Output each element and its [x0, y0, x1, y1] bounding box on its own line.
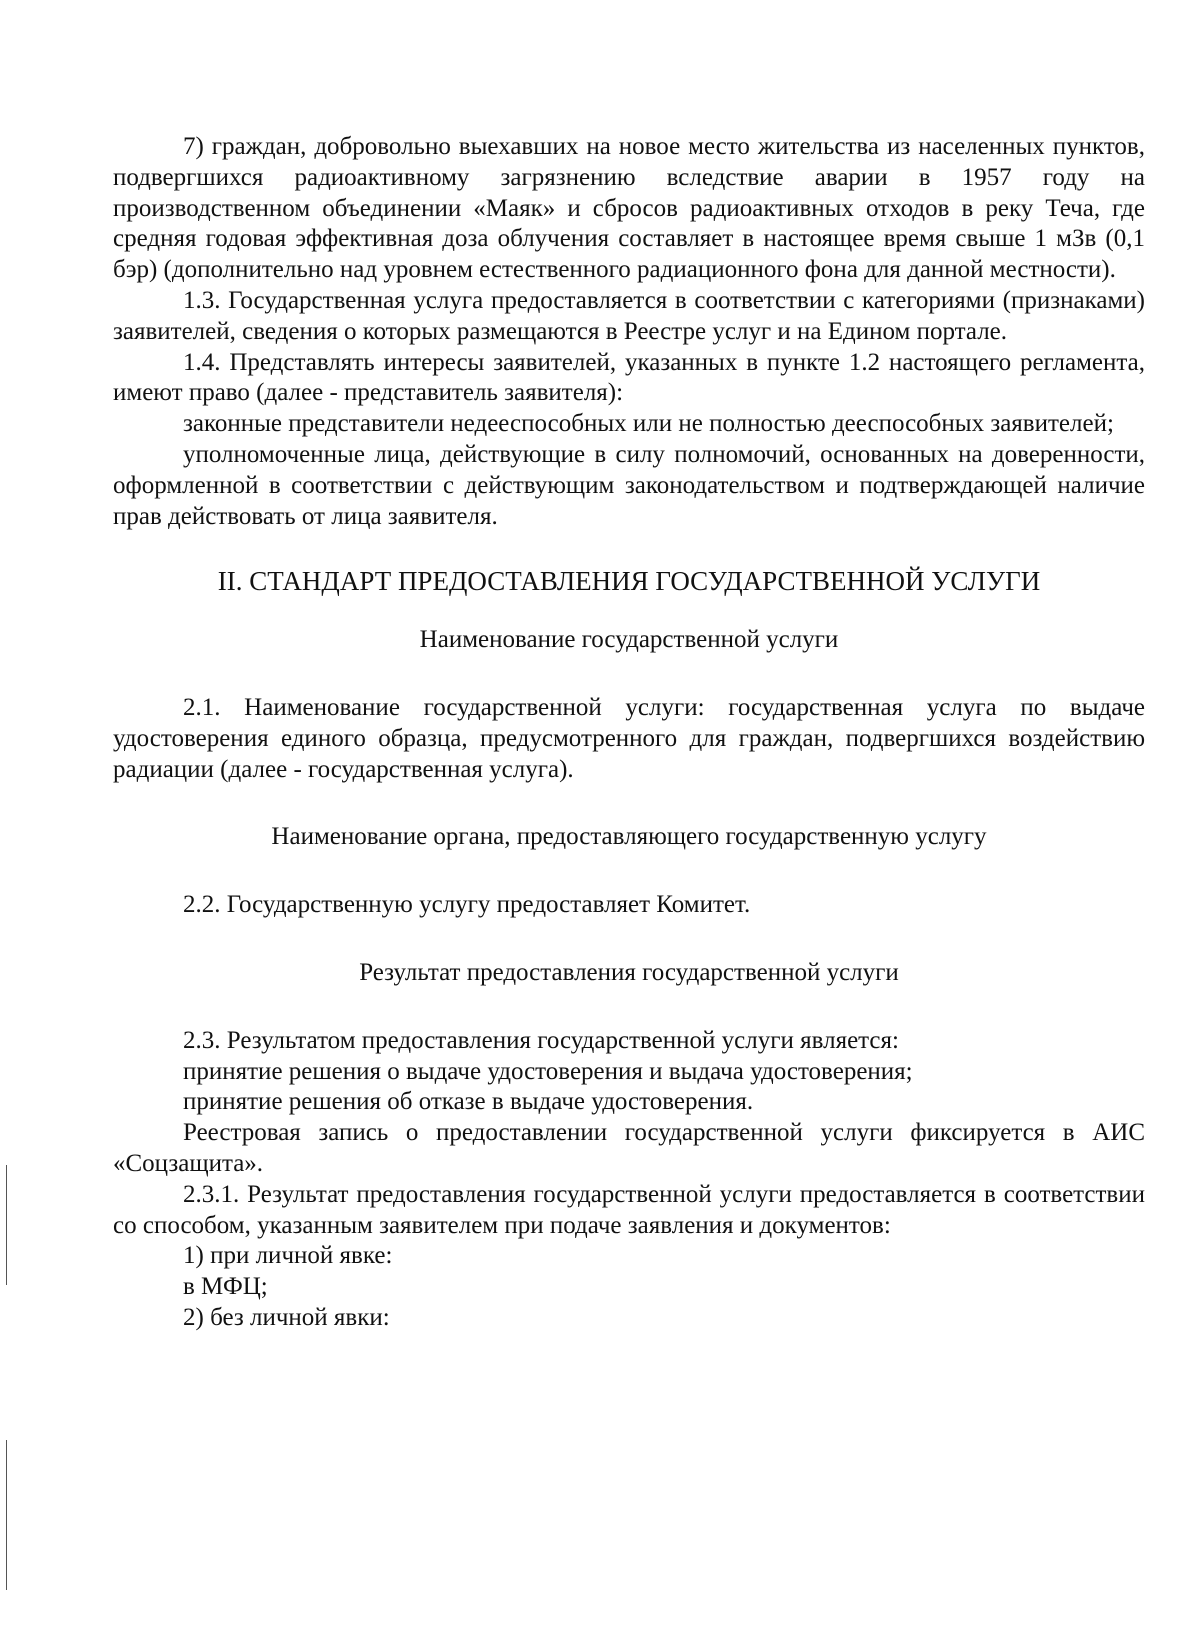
subsection-title: Наименование органа, предоставляющего государственную услугу: [271, 823, 987, 851]
paragraph: в МФЦ;: [183, 1273, 268, 1301]
document-page: [113, 132, 1145, 1334]
paragraph: законные представители недееспособных или не полностью дееспособных заявителей;: [183, 410, 1114, 438]
paragraph: 2.3.1. Результат предоставления государственной услуги предоставляется в соответствии со способом, указанным заявителем при подаче заявления и документов:: [113, 1180, 1145, 1239]
paragraph: 2.2. Государственную услугу предоставляет Комитет.: [183, 891, 751, 919]
paragraph: принятие решения о выдаче удостоверения и выдача удостоверения;: [183, 1057, 913, 1085]
paragraph: 7) граждан, добровольно выехавших на новое место жительства из населенных пунктов, подвергшихся радиоактивному загрязнению вследствие аварии в 1957 году на производственном объединении «Маяк» и сбросов радиоактивных отходов в реку Теча, где средняя годовая эффективная доза облучения составляет в настоящее время свыше 1 мЗв (0,1 бэр) (дополнительно над уровнем естественного радиационного фона для данной местности).: [113, 133, 1145, 284]
paragraph: 1) при личной явке:: [183, 1242, 393, 1270]
intro-block: [113, 132, 1145, 532]
subsection-title: Наименование государственной услуги: [419, 626, 839, 654]
paragraph: 2.1. Наименование государственной услуги: государственная услуга по выдаче удостоверения единого образца, предусмотренного для граждан, подвергшихся воздействию радиации (далее - государственная услуга).: [113, 693, 1145, 783]
scan-edge-mark: [6, 1165, 7, 1285]
paragraph: Реестровая запись о предоставлении государственной услуги фиксируется в АИС «Соцзащита».: [113, 1119, 1145, 1177]
paragraph: принятие решения об отказе в выдаче удостоверения.: [183, 1088, 754, 1116]
paragraph: 1.3. Государственная услуга предоставляется в соответствии с категориями (признаками) заявителей, сведения о которых размещаются в Реестре услуг и на Едином портале.: [113, 286, 1145, 345]
paragraph: 1.4. Представлять интересы заявителей, указанных в пункте 1.2 настоящего регламента, имеют право (далее - представитель заявителя):: [113, 348, 1145, 407]
paragraph: 2) без личной явки:: [183, 1303, 390, 1331]
subsection-title: Результат предоставления государственной услуги: [359, 958, 899, 986]
paragraph: уполномоченные лица, действующие в силу полномочий, основанных на доверенности, оформленной в соответствии с действующим законодательством и подтверждающей наличие прав действовать от лица заявителя.: [113, 440, 1145, 530]
paragraph: 2.3. Результатом предоставления государственной услуги является:: [183, 1026, 899, 1054]
scan-edge-mark: [6, 1440, 7, 1590]
section-title: II. СТАНДАРТ ПРЕДОСТАВЛЕНИЯ ГОСУДАРСТВЕННОЙ УСЛУГИ: [217, 566, 1041, 597]
